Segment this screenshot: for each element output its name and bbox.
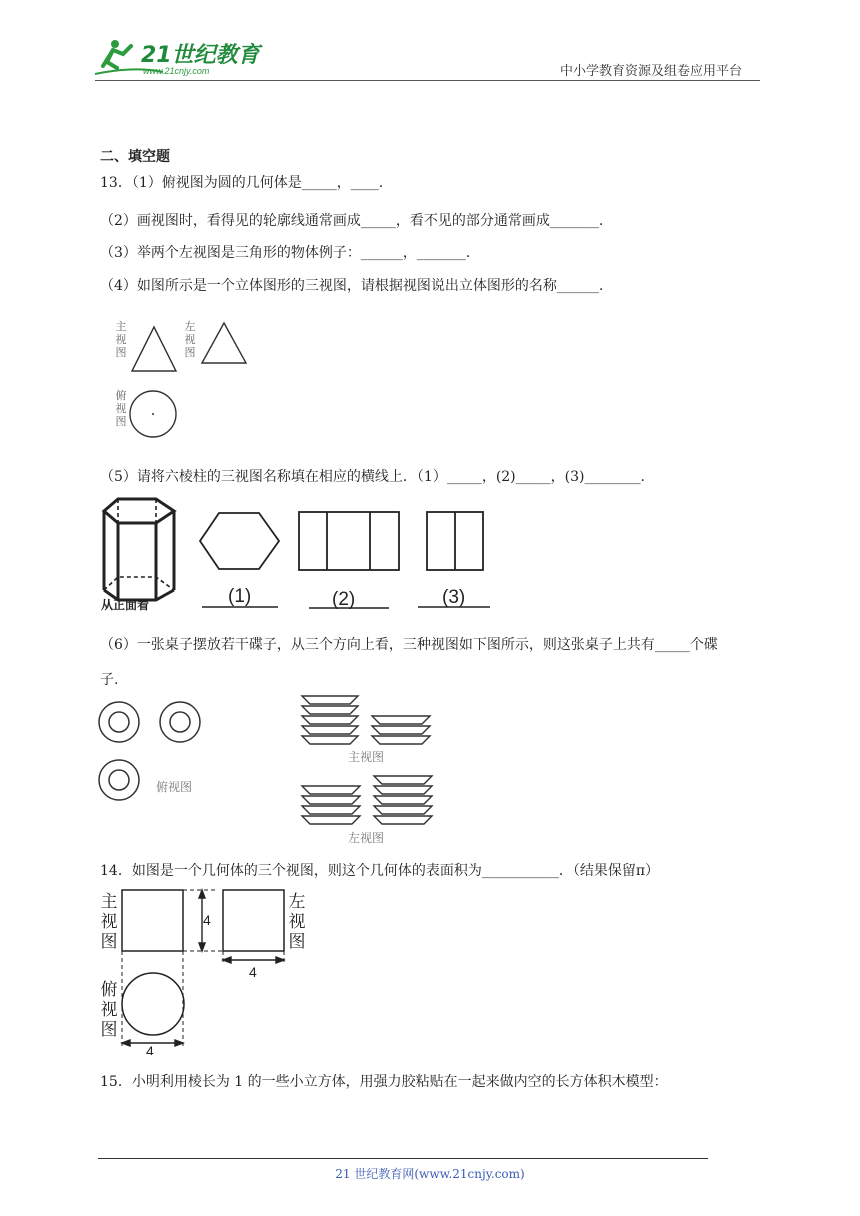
- fig4-views: [125, 315, 255, 445]
- q14-dim-height: 4: [203, 912, 211, 928]
- header-platform-text: 中小学教育资源及组卷应用平台: [560, 64, 743, 79]
- q13-part4: （4）如图所示是一个立体图形的三视图，请根据视图说出立体图形的名称______.: [100, 278, 604, 294]
- fig6-plates: [96, 690, 446, 850]
- q13-part6-line1: （6）一张桌子摆放若干碟子，从三个方向上看，三种视图如下图所示，则这张桌子上共有_____个碟: [100, 637, 718, 653]
- fig6-left-label: 左视图: [348, 831, 385, 845]
- q13-part2: （2）画视图时，看得见的轮廓线通常画成_____，看不见的部分通常画成_______.: [100, 213, 604, 229]
- q14-three-views: [115, 885, 295, 1055]
- q15-text: 15．小明利用棱长为 1 的一些小立方体，用强力胶粘贴在一起来做内空的长方体积木模型：: [100, 1074, 668, 1090]
- q14-left-square: [223, 890, 284, 951]
- q14-dim-left-width: 4: [249, 964, 257, 980]
- q13-part6-line2: 子.: [100, 672, 119, 688]
- q14-dim-top-width: 4: [146, 1043, 154, 1055]
- section-title: 二、填空题: [100, 149, 170, 165]
- front-view-triangle: [132, 327, 176, 371]
- q13-part1: 13．（1）俯视图为圆的几何体是_____，____.: [100, 175, 384, 191]
- header-divider: [95, 80, 760, 81]
- fig5-hexagonal-prism: [98, 495, 508, 613]
- q13-part3: （3）举两个左视图是三角形的物体例子：______，_______.: [100, 245, 471, 261]
- site-logo: [93, 36, 263, 80]
- left-view-triangle: [202, 323, 246, 363]
- q14-top-circle: [122, 973, 184, 1035]
- q13-part5: （5）请将六棱柱的三视图名称填在相应的横线上．（1）_____，(2)_____，(3)________.: [100, 469, 645, 485]
- top-view-center: [152, 413, 154, 415]
- logo-url: www.21cnjy.com: [143, 66, 210, 76]
- fig5-label-3: (3): [442, 587, 466, 608]
- fig5-label-1: (1): [228, 586, 252, 607]
- logo-text: 21世纪教育: [141, 43, 260, 68]
- fig6-front-label: 主视图: [348, 750, 385, 764]
- q14-text: 14．如图是一个几何体的三个视图，则这个几何体的表面积为___________．（结果保留π）: [100, 863, 660, 879]
- fig6-top-label: 俯视图: [156, 780, 193, 794]
- q14-left-label: 左 视 图: [288, 892, 306, 952]
- fig5-label-2: (2): [332, 589, 356, 610]
- fig4-front-label: 主 视 图: [115, 320, 127, 359]
- fig5-front-caption: 从正面看: [101, 598, 150, 612]
- footer-text: 21 世纪教育网(www.21cnjy.com): [335, 1167, 525, 1181]
- q14-front-label: 主 视 图: [100, 892, 118, 952]
- q14-front-square: [122, 890, 183, 951]
- fig4-left-label: 左 视 图: [184, 320, 196, 359]
- footer-divider: [98, 1158, 708, 1159]
- fig5-hexagon: [200, 513, 279, 569]
- fig4-top-label: 俯 视 图: [115, 389, 127, 428]
- q14-top-label: 俯 视 图: [100, 980, 118, 1040]
